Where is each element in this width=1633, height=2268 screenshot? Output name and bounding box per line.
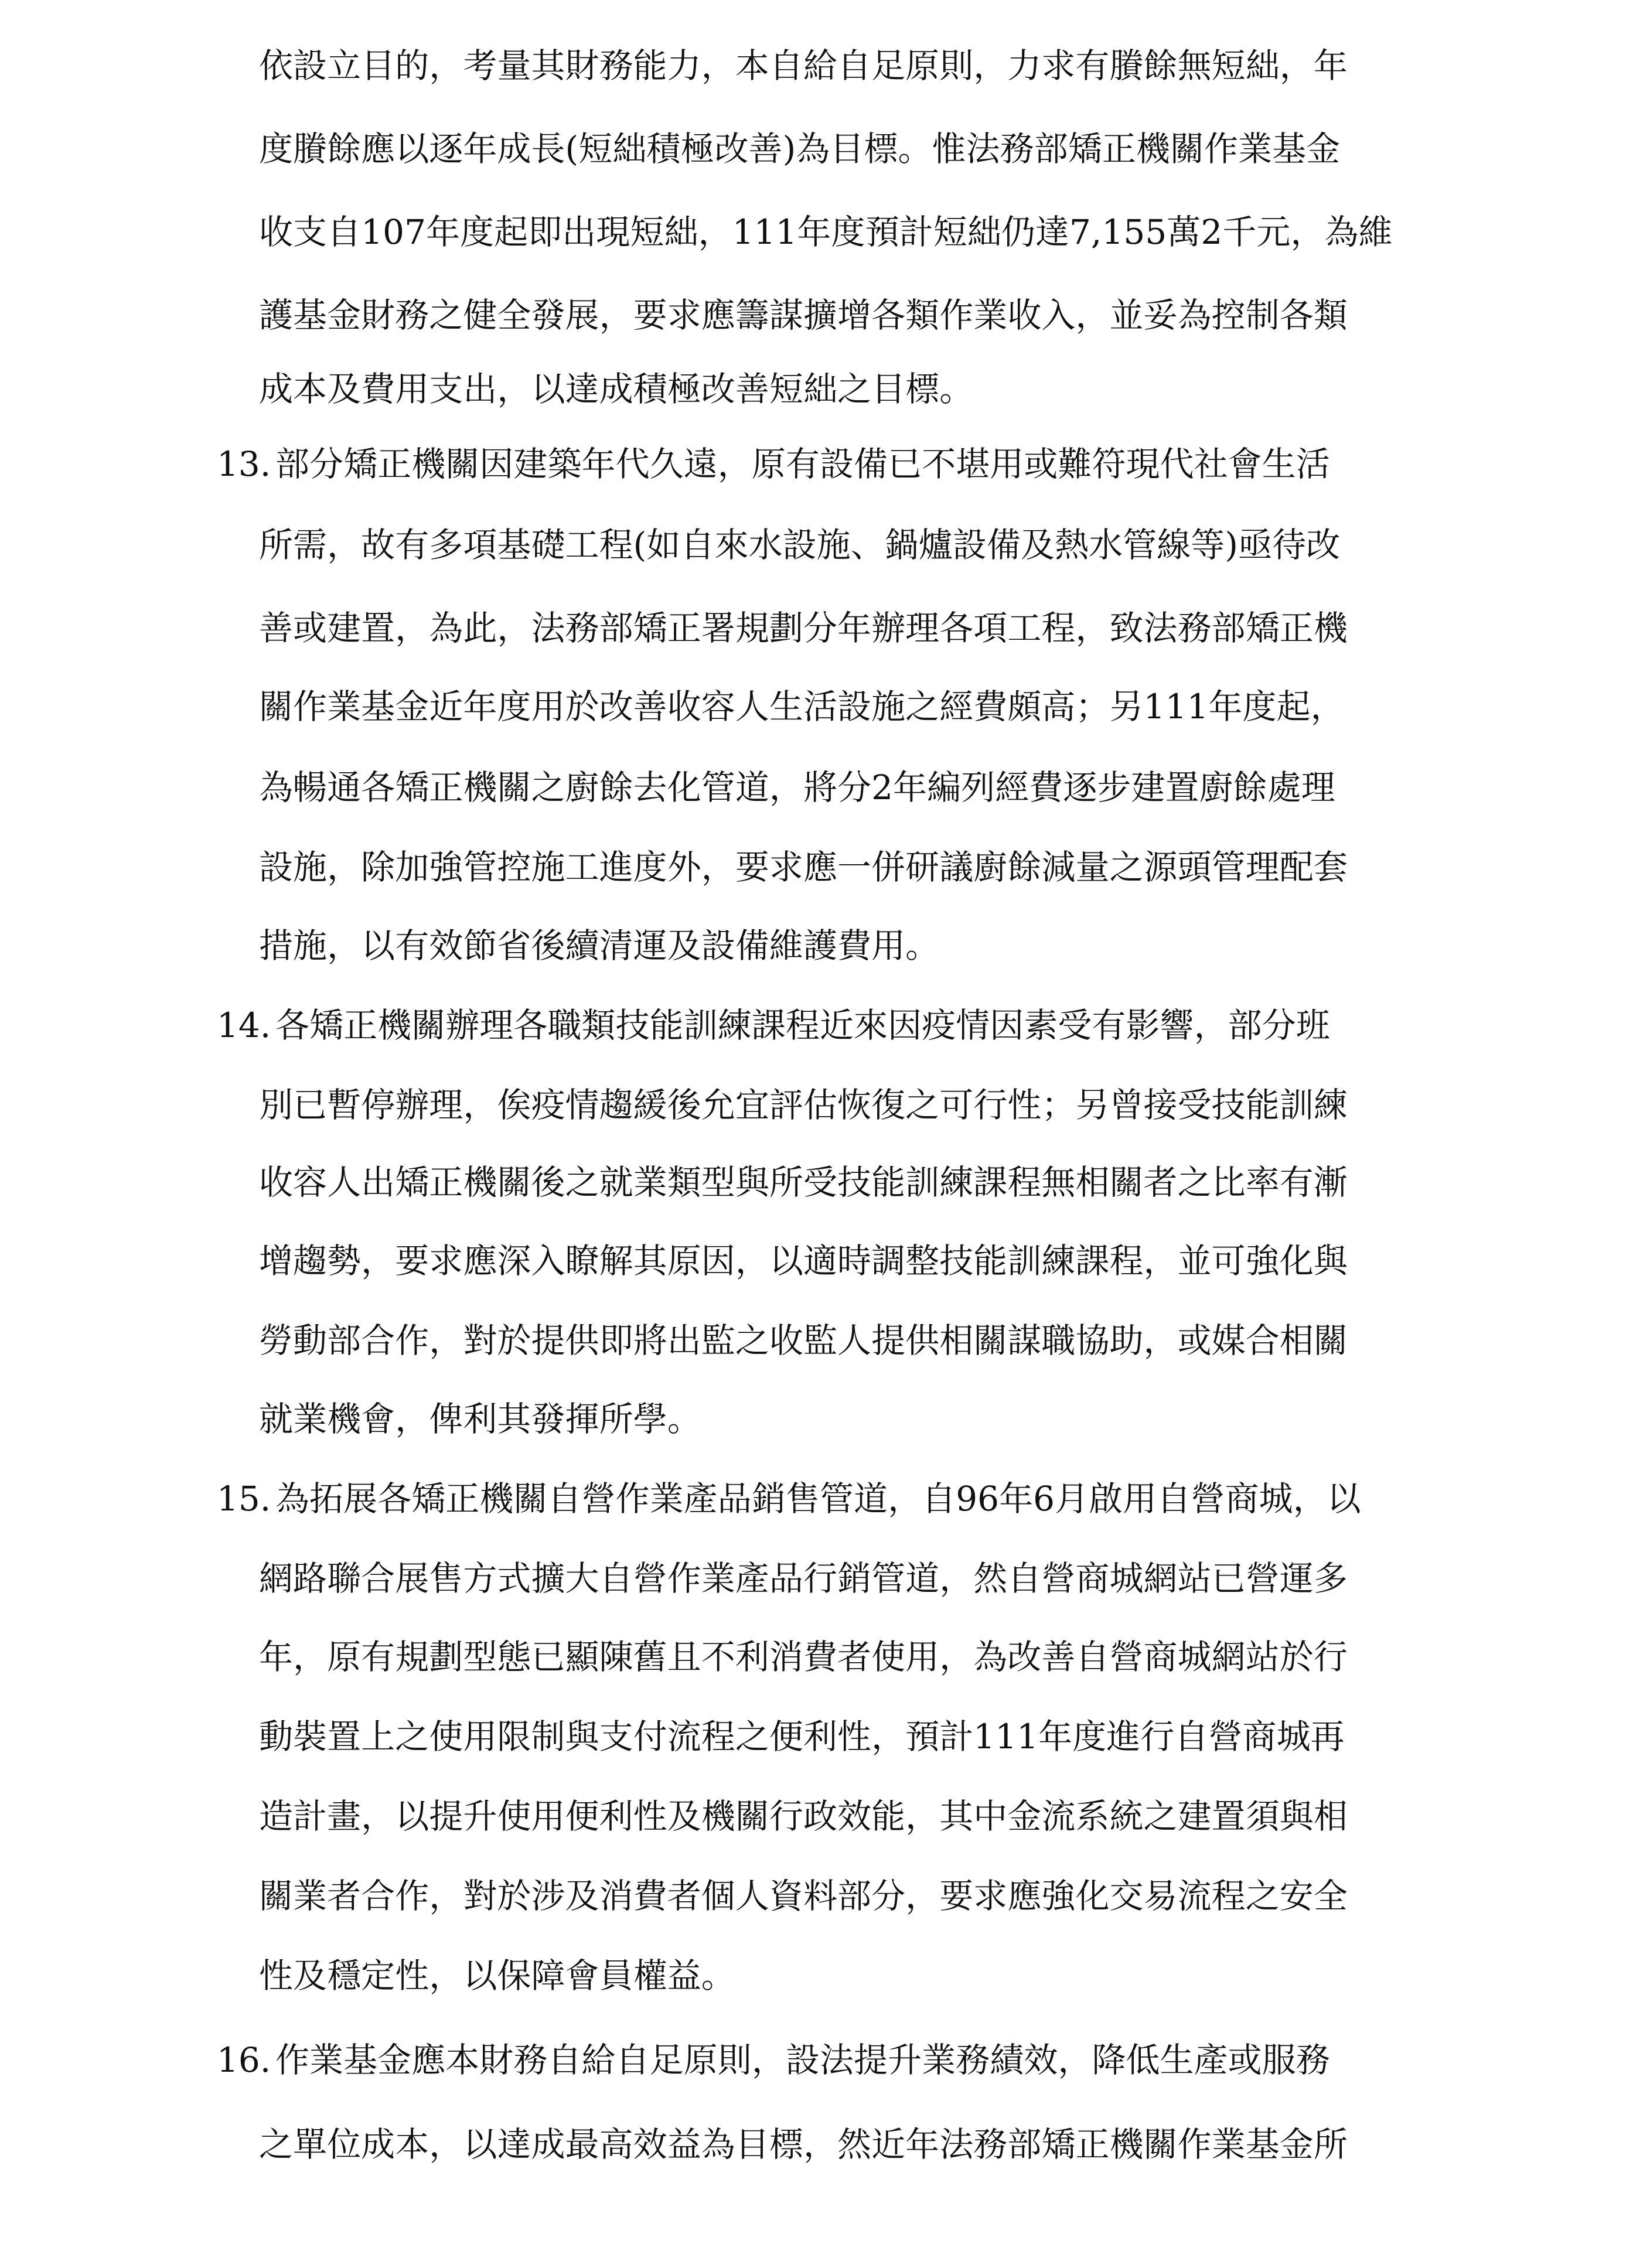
- text-line: 護基金財務之健全發展，要求應籌謀擴增各類作業收入，並妥為控制各類: [259, 295, 1348, 335]
- text-line: 依設立目的，考量其財務能力，本自給自足原則，力求有賸餘無短絀，年: [259, 46, 1348, 86]
- text-line: 關作業基金近年度用於改善收容人生活設施之經費頗高；另111年度起，: [259, 687, 1345, 727]
- text-line: 動裝置上之使用限制與支付流程之便利性，預計111年度進行自營商城再: [259, 1717, 1345, 1757]
- text-line: 收支自107年度起即出現短絀，111年度預計短絀仍達7,155萬2千元，為維: [259, 212, 1393, 252]
- text-line: 別已暫停辦理，俟疫情趨緩後允宜評估恢復之可行性；另曾接受技能訓練: [259, 1085, 1348, 1125]
- text-line: 作業基金應本財務自給自足原則，設法提升業務績效，降低生產或服務: [275, 2040, 1330, 2080]
- text-line: 增趨勢，要求應深入瞭解其原因，以適時調整技能訓練課程，並可強化與: [259, 1241, 1348, 1281]
- item-number: 15.: [217, 1479, 271, 1519]
- text-line: 勞動部合作，對於提供即將出監之收監人提供相關謀職協助，或媒合相關: [259, 1321, 1348, 1360]
- text-line: 性及穩定性，以保障會員權益。: [259, 1956, 735, 1996]
- text-line: 年，原有規劃型態已顯陳舊且不利消費者使用，為改善自營商城網站於行: [259, 1637, 1348, 1677]
- text-line: 為拓展各矯正機關自營作業產品銷售管道，自96年6月啟用自營商城，以: [275, 1479, 1361, 1519]
- text-line: 之單位成本，以達成最高效益為目標，然近年法務部矯正機關作業基金所: [259, 2124, 1348, 2164]
- item-number: 14.: [217, 1005, 271, 1045]
- text-line: 所需，故有多項基礎工程(如自來水設施、鍋爐設備及熱水管線等)亟待改: [259, 525, 1341, 565]
- text-line: 各矯正機關辦理各職類技能訓練課程近來因疫情因素受有影響，部分班: [275, 1005, 1330, 1045]
- text-line: 措施，以有效節省後續清運及設備維護費用。: [259, 926, 940, 966]
- text-line: 網路聯合展售方式擴大自營作業產品行銷管道，然自營商城網站已營運多: [259, 1558, 1348, 1598]
- text-line: 收容人出矯正機關後之就業類型與所受技能訓練課程無相關者之比率有漸: [259, 1162, 1348, 1202]
- text-line: 善或建置，為此，法務部矯正署規劃分年辦理各項工程，致法務部矯正機: [259, 608, 1348, 648]
- item-number: 13.: [217, 444, 271, 484]
- text-line: 度賸餘應以逐年成長(短絀積極改善)為目標。惟法務部矯正機關作業基金: [259, 129, 1341, 169]
- text-line: 設施，除加強管控施工進度外，要求應一併研議廚餘減量之源頭管理配套: [259, 847, 1348, 887]
- text-line: 部分矯正機關因建築年代久遠，原有設備已不堪用或難符現代社會生活: [275, 444, 1330, 484]
- text-line: 關業者合作，對於涉及消費者個人資料部分，要求應強化交易流程之安全: [259, 1876, 1348, 1916]
- text-line: 為暢通各矯正機關之廚餘去化管道，將分2年編列經費逐步建置廚餘處理: [259, 768, 1335, 807]
- text-line: 造計畫，以提升使用便利性及機關行政效能，其中金流系統之建置須與相: [259, 1796, 1348, 1836]
- text-line: 就業機會，俾利其發揮所學。: [259, 1399, 701, 1439]
- item-number: 16.: [217, 2040, 271, 2080]
- text-line: 成本及費用支出，以達成積極改善短絀之目標。: [259, 369, 974, 409]
